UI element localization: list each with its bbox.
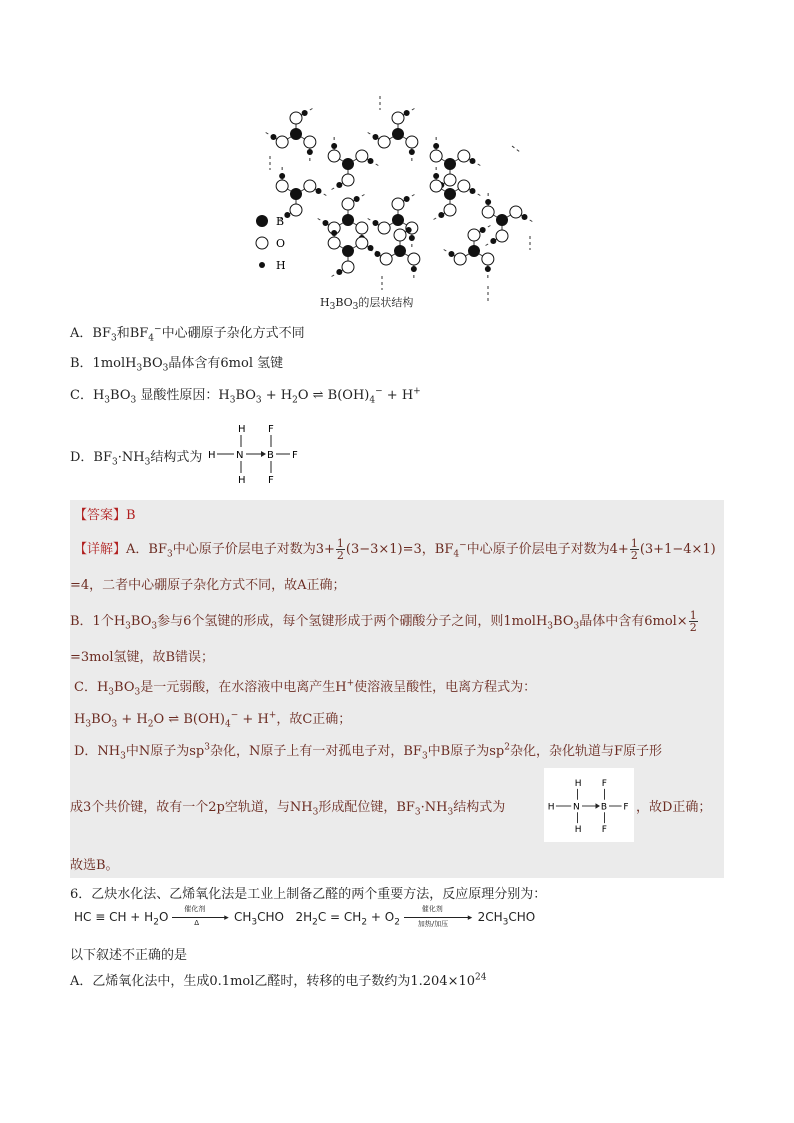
- boron-atom: [444, 188, 456, 200]
- hydrogen-atom: [485, 199, 491, 205]
- svg-text:H: H: [547, 802, 555, 813]
- svg-text:N: N: [236, 450, 244, 461]
- svg-text:F: F: [268, 475, 274, 486]
- hydrogen-atom: [374, 251, 380, 257]
- hydrogen-atom: [490, 238, 496, 244]
- boron-atom: [342, 214, 354, 226]
- oxygen-atom: [444, 174, 456, 186]
- boron-atom: [342, 245, 354, 257]
- hydrogen-atom: [372, 134, 378, 140]
- legend-boron-label: B: [276, 215, 285, 228]
- hydrogen-atom: [336, 182, 342, 188]
- detail-line-a1: 【详解】A．$BF_3$中心原子价层电子对数为3+ $\frac{1}{2}$ (3−3×1)=3，$BF_4^-$中心原子价层电子对数为4+ $\frac{1}{2}$ (3+1−4×1): [74, 537, 716, 562]
- detail-conclusion: 故选B。: [70, 858, 119, 873]
- hydrogen-atom: [322, 220, 328, 226]
- hydrogen-atom: [409, 149, 415, 155]
- oxygen-atom: [430, 150, 442, 162]
- oxygen-atom: [430, 180, 442, 192]
- hydrogen-atom: [302, 110, 308, 116]
- oxygen-atom: [290, 204, 302, 216]
- oxygen-atom: [342, 261, 354, 273]
- hydrogen-atom: [480, 227, 486, 233]
- hydrogen-atom: [279, 173, 285, 179]
- boron-atom: [496, 214, 508, 226]
- figure-caption: $H_3BO_3$的层状结构: [320, 296, 414, 313]
- oxygen-atom: [328, 150, 340, 162]
- hydrogen-atom: [368, 245, 374, 251]
- svg-text:F: F: [292, 450, 298, 461]
- hydrogen-atom: [433, 143, 439, 149]
- hydrogen-atom: [448, 251, 454, 257]
- hydrogen-atom: [284, 212, 290, 218]
- oxygen-atom: [342, 174, 354, 186]
- svg-text:F: F: [601, 779, 607, 790]
- svg-text:N: N: [573, 802, 580, 813]
- hydrogen-atom: [316, 188, 322, 194]
- option-a: A．$BF_3$和$BF_4^-$中心硼原子杂化方式不同: [70, 324, 305, 344]
- legend-oxygen-label: O: [276, 237, 286, 250]
- svg-text:F: F: [268, 424, 274, 435]
- hydrogen-atom: [404, 196, 410, 202]
- option-b: B．$1molH_3BO_3$晶体含有6mol 氢键: [70, 356, 284, 374]
- detail-line-c2: $H_3BO_3 + H_2O$ ⇌ $B(OH)_4^- + H^+$，故C正确；: [74, 710, 352, 730]
- oxygen-atom: [482, 206, 494, 218]
- detail-line-c1: C．$H_3BO_3$是一元弱酸，在水溶液中电离产生H+使溶液呈酸性，电离方程式为：: [74, 678, 537, 698]
- hydrogen-atom: [470, 158, 476, 164]
- svg-text:H: H: [208, 450, 216, 461]
- boron-atom: [290, 128, 302, 140]
- oxygen-atom: [496, 230, 508, 242]
- svg-text:H: H: [238, 475, 246, 486]
- boron-atom: [392, 128, 404, 140]
- hydrogen-atom: [433, 173, 439, 179]
- boron-atom: [392, 214, 404, 226]
- hydrogen-atom: [331, 230, 337, 236]
- hydrogen-atom: [485, 266, 491, 272]
- hydrogen-atom: [411, 266, 417, 272]
- oxygen-atom: [392, 198, 404, 210]
- oxygen-atom: [468, 229, 480, 241]
- svg-text:B: B: [267, 450, 274, 461]
- oxygen-atom: [444, 204, 456, 216]
- boron-atom: [468, 245, 480, 257]
- oxygen-atom: [304, 136, 316, 148]
- legend-boron-symbol: [256, 215, 268, 227]
- hydrogen-atom: [438, 212, 444, 218]
- legend-oxygen-symbol: [256, 237, 268, 249]
- boron-atom: [342, 158, 354, 170]
- hydrogen-atom: [522, 214, 528, 220]
- oxygen-atom: [406, 136, 418, 148]
- h3bo3-layer-structure-figure: [250, 96, 550, 308]
- oxygen-atom: [328, 237, 340, 249]
- svg-text:F: F: [601, 825, 607, 836]
- hydrogen-atom: [406, 227, 412, 233]
- q6-stem: 6．乙炔水化法、乙烯氧化法是工业上制备乙醛的两个重要方法，反应原理分别为：: [70, 887, 547, 902]
- hydrogen-atom: [470, 188, 476, 194]
- bf3-nh3-structure-answer: [546, 772, 636, 840]
- svg-text:H: H: [574, 779, 582, 790]
- hydrogen-atom: [409, 235, 415, 241]
- oxygen-atom: [304, 180, 316, 192]
- oxygen-atom: [510, 206, 522, 218]
- detail-line-b1: B．1个$H_3BO_3$参与6个氢键的形成，每个氢键形成于两个硼酸分子之间，则$1molH_3BO_3$晶体中含有6mol× $\frac{1}{2}$: [70, 609, 697, 634]
- oxygen-atom: [482, 253, 494, 265]
- hydrogen-atom: [372, 220, 378, 226]
- detail-line-d2: 成3个共价键，故有一个2p空轨道，与$NH_3$形成配位键，$BF_3\cdot NH_3$结构式为: [70, 800, 506, 818]
- boron-atom: [394, 245, 406, 257]
- svg-text:H: H: [574, 825, 582, 836]
- hydrogen-atom: [336, 269, 342, 275]
- q6-option-a: A．乙烯氧化法中，生成0.1mol乙醛时，转移的电子数约为$1.204\times 10^{24}$: [70, 972, 487, 989]
- oxygen-atom: [276, 180, 288, 192]
- detail-line-d2-end: ，故D正确；: [636, 800, 712, 815]
- svg-text:B: B: [600, 802, 608, 813]
- boron-atom: [290, 188, 302, 200]
- option-c: C．$H_3BO_3$ 显酸性原因：$H_3BO_3 + H_2O$ ⇌ $B(OH)_4^- + H^+$: [70, 386, 421, 406]
- hydrogen-atom: [404, 110, 410, 116]
- q6-equations: HC ≡ CH + $H_2O$ 催化剂 ▸ Δ $CH_3CHO$ $2H_2C = CH_2 + O_2$ 催化剂 ▸ 加热/加压 $2CH_3CHO$: [74, 904, 536, 928]
- oxygen-atom: [378, 222, 390, 234]
- boron-atom: [444, 158, 456, 170]
- hydrogen-atom: [307, 149, 313, 155]
- oxygen-atom: [356, 222, 368, 234]
- oxygen-atom: [458, 180, 470, 192]
- hydrogen-atom: [368, 158, 374, 164]
- detail-line-b2: =3mol氢键，故B错误；: [70, 650, 215, 665]
- hydrogen-atom: [354, 196, 360, 202]
- oxygen-atom: [378, 136, 390, 148]
- oxygen-atom: [356, 237, 368, 249]
- oxygen-atom: [392, 112, 404, 124]
- oxygen-atom: [454, 253, 466, 265]
- oxygen-atom: [458, 150, 470, 162]
- oxygen-atom: [408, 253, 420, 265]
- legend-hydrogen-symbol: [259, 262, 265, 268]
- oxygen-atom: [290, 112, 302, 124]
- oxygen-atom: [356, 150, 368, 162]
- hydrogen-atom: [331, 143, 337, 149]
- oxygen-atom: [380, 253, 392, 265]
- svg-text:F: F: [623, 802, 629, 813]
- legend-hydrogen-label: H: [276, 259, 286, 272]
- detail-line-d1: D．$NH_3$中N原子为$sp^3$杂化，N原子上有一对孤电子对，$BF_3$中B原子为$sp^2$杂化，杂化轨道与F原子形: [74, 742, 662, 762]
- oxygen-atom: [342, 198, 354, 210]
- bf3-nh3-structure-option-d: [206, 420, 306, 488]
- hydrogen-atom: [270, 134, 276, 140]
- detail-line-a2: =4，二者中心硼原子杂化方式不同，故A正确；: [70, 578, 346, 593]
- oxygen-atom: [394, 229, 406, 241]
- svg-text:H: H: [238, 424, 246, 435]
- oxygen-atom: [276, 136, 288, 148]
- option-d: D．$BF_3\cdot NH_3$结构式为: [70, 450, 203, 468]
- q6-prompt: 以下叙述不正确的是: [70, 948, 188, 963]
- answer-label: 【答案】B: [74, 508, 136, 523]
